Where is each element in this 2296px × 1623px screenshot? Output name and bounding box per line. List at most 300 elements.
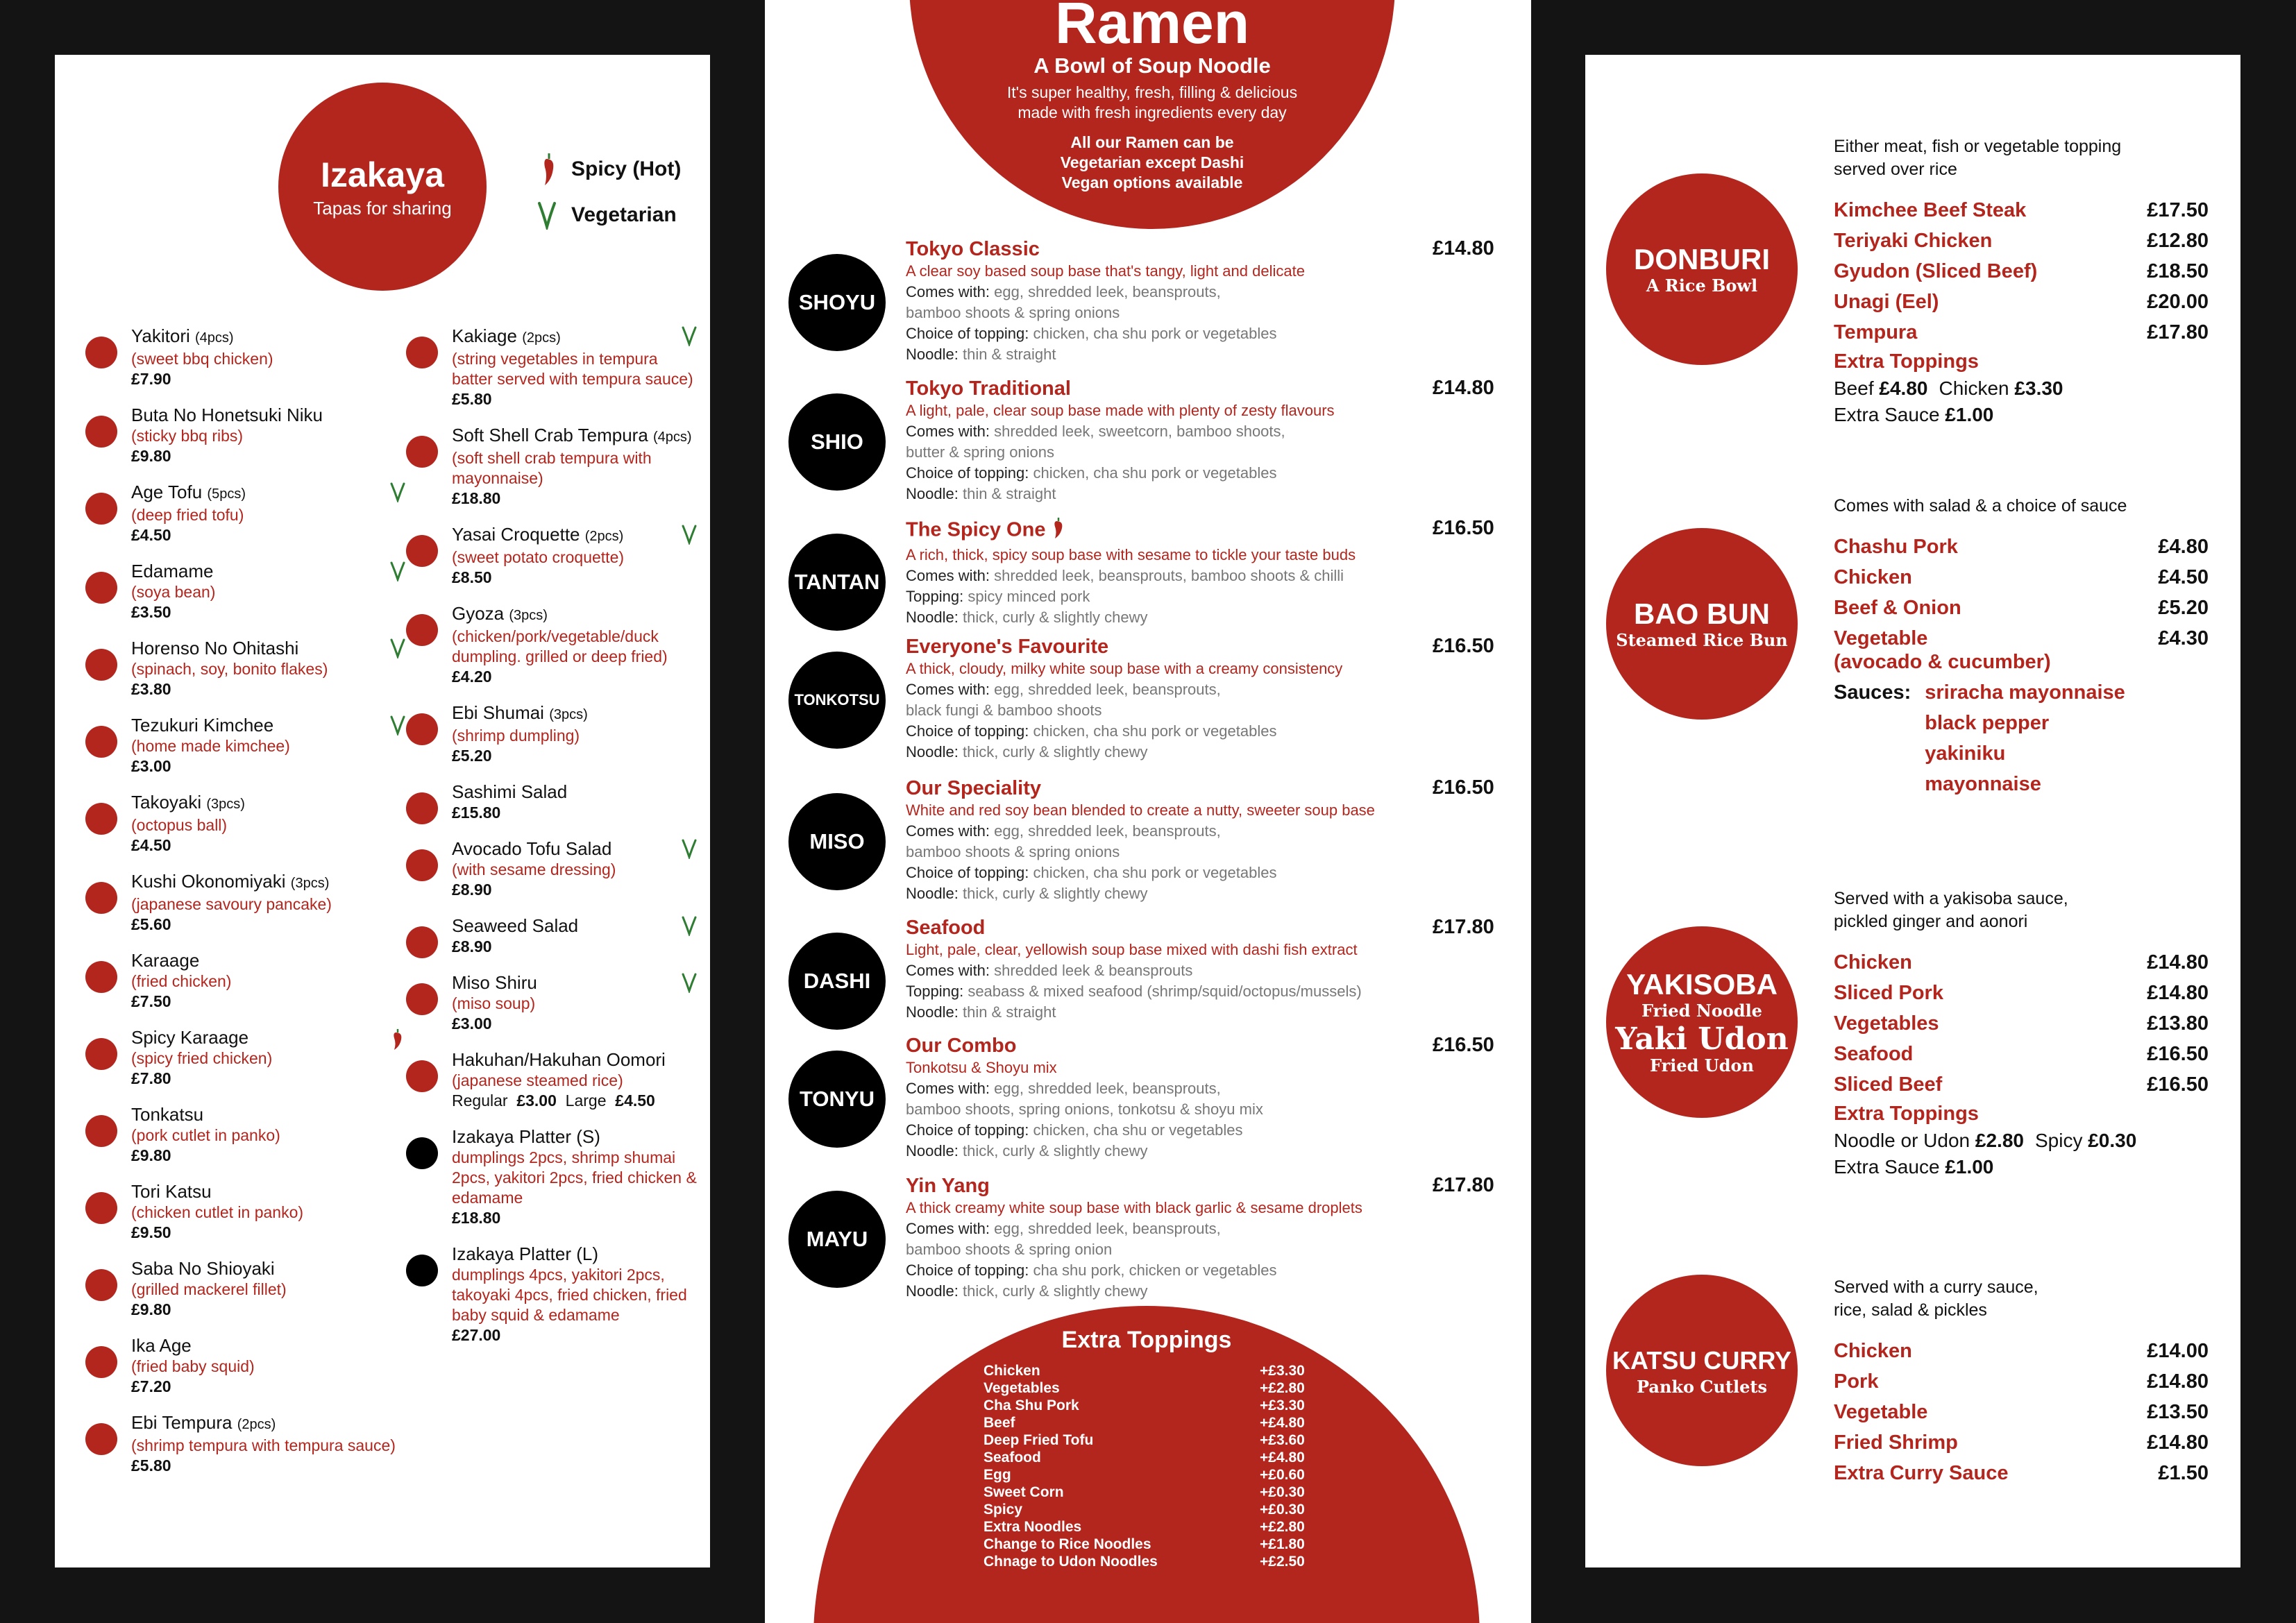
item-bullet <box>406 1060 438 1092</box>
izakaya-subtitle: Tapas for sharing <box>313 197 452 219</box>
katsu-section <box>1834 1276 2209 1488</box>
ramen-item-name: Yin Yang <box>906 1175 990 1197</box>
izakaya-item <box>85 715 405 776</box>
ramen-item-body <box>906 237 1433 365</box>
izakaya-item <box>85 792 405 856</box>
item-name: Sashimi Salad <box>452 781 568 802</box>
item-description: dumplings 4pcs, yakitori 2pcs, takoyaki 4pcs, fried chicken, fried baby squid & edamame <box>452 1266 687 1324</box>
item-description: (soya bean) <box>131 583 216 601</box>
item-description: (deep fried tofu) <box>131 506 244 524</box>
item-description: (fried baby squid) <box>131 1357 255 1375</box>
baobun-menu-row: Vegetable £4.30 <box>1834 627 2209 649</box>
item-name: Izakaya Platter (S) <box>452 1126 600 1147</box>
item-bullet <box>406 983 438 1015</box>
item-price: £7.50 <box>131 992 171 1010</box>
item-description: (string vegetables in tempura batter served with tempura sauce) <box>452 350 693 388</box>
ramen-desc-1: It's super healthy, fresh, filling & delicious <box>1006 83 1298 101</box>
extra-topping-row: Chnage to Udon Noodles +£2.50 <box>984 1554 1305 1570</box>
izakaya-item <box>85 1258 405 1320</box>
sauce-option: yakiniku <box>1925 742 2006 765</box>
katsu-intro: Served with a curry sauce, rice, salad & pickles <box>1834 1277 2038 1320</box>
item-bullet <box>85 572 117 604</box>
ramen-item-name: The Spicy One <box>906 517 1433 545</box>
ramen-item-body <box>906 916 1433 1023</box>
donburi-list <box>1834 195 2209 348</box>
izakaya-item <box>85 871 405 935</box>
ramen-item-detail: Comes with: egg, shredded leek, beansprouts, <box>906 1080 1221 1097</box>
item-name: Saba No Shioyaki <box>131 1258 275 1279</box>
item-price: £3.50 <box>131 603 171 621</box>
item-description: dumplings 2pcs, shrimp shumai 2pcs, yakitori 2pcs, fried chicken & edamame <box>452 1148 697 1207</box>
yakisoba-section <box>1834 887 2209 1180</box>
item-price: £5.60 <box>131 915 171 933</box>
item-description: (japanese savoury pancake) <box>131 895 332 913</box>
izakaya-item <box>406 1243 698 1345</box>
donburi-menu-row: Unagi (Eel) £20.00 <box>1834 291 2209 313</box>
item-price: £5.80 <box>131 1456 171 1475</box>
ramen-item-detail: Topping: seabass & mixed seafood (shrimp/squid/octopus/mussels) <box>906 983 1362 1000</box>
donburi-menu-row: Teriyaki Chicken £12.80 <box>1834 230 2209 252</box>
vegetarian-icon <box>389 715 406 736</box>
item-bullet <box>406 337 438 368</box>
baobun-menu-row: Chicken £4.50 <box>1834 566 2209 588</box>
vegetarian-icon <box>389 561 406 581</box>
katsu-menu-row: Vegetable £13.50 <box>1834 1401 2209 1423</box>
vegetarian-icon <box>681 524 698 545</box>
ramen-badge: SHIO <box>788 393 886 491</box>
item-description: (pork cutlet in panko) <box>131 1126 280 1144</box>
item-description: (shrimp tempura with tempura sauce) <box>131 1436 396 1454</box>
katsu-circle <box>1606 1275 1798 1466</box>
item-description: (fried chicken) <box>131 972 232 990</box>
donburi-extra-line-2: Extra Sauce £1.00 <box>1834 404 1994 425</box>
item-name: Tezukuri Kimchee <box>131 715 274 736</box>
item-name: Tonkatsu <box>131 1104 204 1125</box>
legend-vegetarian: Vegetarian <box>537 201 677 230</box>
ramen-veg-3: Vegan options available <box>1061 173 1243 192</box>
item-name: Age Tofu (5pcs) <box>131 482 246 502</box>
item-description: (soft shell crab tempura with mayonnaise) <box>452 449 652 487</box>
baobun-menu-row: Beef & Onion £5.20 <box>1834 597 2209 619</box>
item-name: Yakitori (4pcs) <box>131 325 234 346</box>
donburi-menu-row: Gyudon (Sliced Beef) £18.50 <box>1834 260 2209 282</box>
mains-panel <box>1585 55 2240 1567</box>
izakaya-item <box>406 781 698 823</box>
katsu-list <box>1834 1336 2209 1488</box>
ramen-item-description: A clear soy based soup base that's tangy, light and delicate <box>906 262 1305 280</box>
extra-topping-row: Deep Fried Tofu +£3.60 <box>984 1432 1305 1448</box>
izakaya-item <box>406 425 698 509</box>
item-price: £9.50 <box>131 1223 171 1241</box>
ramen-item-detail: Comes with: egg, shredded leek, beansprouts, <box>906 822 1221 840</box>
baobun-menu-row: Chashu Pork £4.80 <box>1834 536 2209 558</box>
rice-sizes: Regular £3.00 Large £4.50 <box>452 1091 655 1110</box>
item-bullet <box>85 961 117 993</box>
ramen-item-detail: Choice of topping: chicken, cha shu pork or vegetables <box>906 325 1277 342</box>
izakaya-title: Izakaya <box>321 155 444 194</box>
ramen-item-detail: Choice of topping: chicken, cha shu or vegetables <box>906 1121 1243 1139</box>
ramen-badge: TONYU <box>788 1051 886 1148</box>
leaf-icon <box>537 201 557 230</box>
item-description: (chicken cutlet in panko) <box>131 1203 304 1221</box>
ramen-item-name: Tokyo Traditional <box>906 377 1071 400</box>
item-bullet <box>406 792 438 824</box>
yakisoba-menu-row: Vegetables £13.80 <box>1834 1012 2209 1035</box>
item-bullet <box>406 1137 438 1169</box>
item-bullet <box>406 713 438 745</box>
baobun-sauces: Sauces: sriracha mayonnaise black pepper yakiniku mayonnaise <box>1834 677 2209 799</box>
item-price: £4.50 <box>131 836 171 854</box>
item-price: £5.80 <box>452 390 492 408</box>
item-description: (chicken/pork/vegetable/duck dumpling. grilled or deep fried) <box>452 627 668 665</box>
ramen-item-detail: Noodle: thin & straight <box>906 485 1056 502</box>
item-name: Avocado Tofu Salad <box>452 838 612 859</box>
ramen-badge: SHOYU <box>788 254 886 351</box>
ramen-item-name: Our Combo <box>906 1035 1017 1057</box>
izakaya-item <box>85 1027 405 1089</box>
extra-topping-row: Seafood +£4.80 <box>984 1450 1305 1465</box>
ramen-item-body <box>906 776 1433 904</box>
ramen-veg-2: Vegetarian except Dashi <box>1060 153 1244 171</box>
item-name: Yasai Croquette (2pcs) <box>452 524 624 545</box>
ramen-item-detail: bamboo shoots & spring onion <box>906 1241 1113 1258</box>
ramen-panel <box>765 0 1531 1623</box>
yakisoba-menu-row: Seafood £16.50 <box>1834 1043 2209 1065</box>
yakisoba-circle <box>1606 926 1798 1118</box>
baobun-veg-note: (avocado & cucumber) <box>1834 651 2051 673</box>
item-name: Takoyaki (3pcs) <box>131 792 245 813</box>
baobun-title: BAO BUN <box>1634 597 1770 630</box>
donburi-intro: Either meat, fish or vegetable topping served over rice <box>1834 137 2122 179</box>
ramen-item-detail: Noodle: thick, curly & slightly chewy <box>906 1282 1148 1300</box>
item-description: (octopus ball) <box>131 816 228 834</box>
ramen-item-description: White and red soy bean blended to create a nutty, sweeter soup base <box>906 801 1375 819</box>
extra-topping-row: Extra Noodles +£2.80 <box>984 1519 1305 1535</box>
item-description: (spinach, soy, bonito flakes) <box>131 660 328 678</box>
item-bullet <box>85 416 117 448</box>
item-name: Kushi Okonomiyaki (3pcs) <box>131 871 330 892</box>
chili-icon <box>1052 517 1065 545</box>
yakisoba-intro: Served with a yakisoba sauce, pickled ginger and aonori <box>1834 889 2068 931</box>
donburi-circle <box>1606 173 1798 365</box>
item-description: (grilled mackerel fillet) <box>131 1280 287 1298</box>
ramen-item-detail: Comes with: egg, shredded leek, beansprouts, <box>906 283 1221 300</box>
item-bullet <box>85 1192 117 1224</box>
item-bullet <box>85 882 117 914</box>
ramen-badge: DASHI <box>788 933 886 1030</box>
ramen-subtitle: A Bowl of Soup Noodle <box>1033 53 1271 78</box>
izakaya-item <box>85 1181 405 1243</box>
ramen-item-detail: Comes with: shredded leek, beansprouts, bamboo shoots & chilli <box>906 567 1344 584</box>
extra-topping-row: Beef +£4.80 <box>984 1415 1305 1431</box>
item-bullet <box>85 1038 117 1070</box>
item-name: Ebi Shumai (3pcs) <box>452 702 588 723</box>
izakaya-item <box>85 325 405 389</box>
item-bullet <box>406 849 438 881</box>
ramen-item-detail: Comes with: egg, shredded leek, beansprouts, <box>906 1220 1221 1237</box>
item-description: (with sesame dressing) <box>452 860 616 878</box>
katsu-subtitle: Panko Cutlets <box>1636 1376 1767 1397</box>
izakaya-item <box>85 1412 405 1476</box>
item-name: Tori Katsu <box>131 1181 212 1202</box>
item-price: £5.20 <box>452 747 492 765</box>
ramen-item-detail: black fungi & bamboo shoots <box>906 702 1102 719</box>
item-description: (sweet potato croquette) <box>452 548 625 566</box>
yakisoba-menu-row: Sliced Pork £14.80 <box>1834 982 2209 1004</box>
ramen-extra-title: Extra Toppings <box>1061 1327 1232 1353</box>
ramen-item-body <box>906 377 1433 504</box>
ramen-header-circle <box>909 0 1395 229</box>
donburi-section <box>1834 135 2209 428</box>
yakisoba-title: YAKISOBA <box>1626 968 1778 1001</box>
yakisoba-menu-row: Chicken £14.80 <box>1834 951 2209 974</box>
yakisoba-extra-line-2: Extra Sauce £1.00 <box>1834 1156 1994 1178</box>
item-price: £9.80 <box>131 1146 171 1164</box>
item-name: Ika Age <box>131 1335 192 1356</box>
item-description: (home made kimchee) <box>131 737 290 755</box>
extra-topping-row: Egg +£0.60 <box>984 1467 1305 1483</box>
ramen-title: Ramen <box>1054 0 1250 56</box>
ramen-item-price: £16.50 <box>1433 776 1494 799</box>
izakaya-item <box>85 482 405 545</box>
donburi-title: DONBURI <box>1634 242 1770 275</box>
legend-spicy: Spicy (Hot) <box>541 152 681 187</box>
ramen-item-price: £16.50 <box>1433 1034 1494 1056</box>
ramen-item-name: Our Speciality <box>906 777 1042 799</box>
item-price: £27.00 <box>452 1326 501 1344</box>
izakaya-item <box>85 405 405 466</box>
item-description: (spicy fried chicken) <box>131 1049 273 1067</box>
izakaya-item <box>406 325 698 409</box>
item-bullet <box>406 436 438 468</box>
extra-topping-row: Change to Rice Noodles +£1.80 <box>984 1536 1305 1552</box>
donburi-extra-title: Extra Toppings <box>1834 350 1979 373</box>
vegetarian-icon <box>389 482 406 502</box>
item-name: Horenso No Ohitashi <box>131 638 299 658</box>
katsu-menu-row: Chicken £14.00 <box>1834 1340 2209 1362</box>
item-price: £4.20 <box>452 668 492 686</box>
item-name: Izakaya Platter (L) <box>452 1243 598 1264</box>
item-price: £18.80 <box>452 1209 501 1227</box>
vegetarian-icon <box>389 638 406 658</box>
item-description: (shrimp dumpling) <box>452 726 580 745</box>
ramen-item-detail: Choice of topping: chicken, cha shu pork or vegetables <box>906 864 1277 881</box>
item-bullet <box>85 337 117 368</box>
item-price: £7.80 <box>131 1069 171 1087</box>
ramen-item-detail: Noodle: thick, curly & slightly chewy <box>906 743 1148 760</box>
donburi-subtitle: A Rice Bowl <box>1646 275 1758 296</box>
item-bullet <box>85 1269 117 1301</box>
item-name: Buta No Honetsuki Niku <box>131 405 323 425</box>
item-price: £15.80 <box>452 804 501 822</box>
item-price: £7.90 <box>131 370 171 388</box>
item-bullet <box>85 726 117 758</box>
item-name: Ebi Tempura (2pcs) <box>131 1412 276 1433</box>
ramen-item-price: £14.80 <box>1433 377 1494 399</box>
ramen-veg-1: All our Ramen can be <box>1070 133 1234 151</box>
izakaya-item <box>406 1049 698 1111</box>
ramen-badge: MAYU <box>788 1191 886 1288</box>
item-bullet <box>85 493 117 525</box>
item-price: £4.50 <box>131 526 171 544</box>
ramen-item-detail: bamboo shoots, spring onions, tonkotsu & shoyu mix <box>906 1101 1263 1118</box>
item-bullet <box>85 1423 117 1455</box>
item-name: Gyoza (3pcs) <box>452 603 548 624</box>
vegetarian-icon <box>681 325 698 346</box>
ramen-item-body <box>906 1174 1433 1302</box>
yakisoba-menu-row: Sliced Beef £16.50 <box>1834 1073 2209 1096</box>
item-price: £3.00 <box>452 1014 492 1033</box>
item-price: £7.20 <box>131 1377 171 1395</box>
item-bullet <box>85 649 117 681</box>
item-description: (miso soup) <box>452 994 536 1012</box>
extra-topping-row: Chicken +£3.30 <box>984 1363 1305 1379</box>
ramen-item-price: £16.50 <box>1433 517 1494 539</box>
baobun-circle <box>1606 528 1798 720</box>
vegetarian-icon <box>681 838 698 859</box>
item-name: Seaweed Salad <box>452 915 579 936</box>
item-name: Spicy Karaage <box>131 1027 249 1048</box>
izakaya-item <box>406 838 698 900</box>
baobun-subtitle: Steamed Rice Bun <box>1616 629 1788 650</box>
item-bullet <box>406 1255 438 1286</box>
sauce-option: black pepper <box>1925 712 2050 734</box>
baobun-intro: Comes with salad & a choice of sauce <box>1834 496 2127 516</box>
izakaya-left-column <box>85 325 405 1491</box>
extra-topping-row: Sweet Corn +£0.30 <box>984 1484 1305 1500</box>
ramen-item-name: Seafood <box>906 917 986 939</box>
ramen-item-detail: Noodle: thick, curly & slightly chewy <box>906 885 1148 902</box>
ramen-item-description: A rich, thick, spicy soup base with sesame to tickle your taste buds <box>906 546 1356 563</box>
ramen-item-price: £16.50 <box>1433 635 1494 657</box>
item-bullet <box>406 926 438 958</box>
yakiudon-subtitle: Fried Udon <box>1650 1055 1754 1076</box>
yakisoba-list <box>1834 947 2209 1100</box>
yakisoba-extra-title: Extra Toppings <box>1834 1103 1979 1125</box>
chili-icon <box>541 152 557 187</box>
izakaya-right-column <box>406 325 698 1361</box>
ramen-item-description: Light, pale, clear, yellowish soup base mixed with dashi fish extract <box>906 941 1358 958</box>
ramen-item-detail: Choice of topping: chicken, cha shu pork or vegetables <box>906 464 1277 482</box>
item-bullet <box>85 1346 117 1378</box>
item-price: £9.80 <box>131 447 171 465</box>
item-price: £18.80 <box>452 489 501 507</box>
ramen-item-detail: Comes with: shredded leek & beansprouts <box>906 962 1193 979</box>
ramen-item-price: £17.80 <box>1433 916 1494 938</box>
item-name: Soft Shell Crab Tempura (4pcs) <box>452 425 692 445</box>
izakaya-item <box>85 950 405 1012</box>
item-price: £3.00 <box>131 757 171 775</box>
izakaya-item <box>406 1126 698 1228</box>
ramen-item-detail: bamboo shoots & spring onions <box>906 304 1120 321</box>
ramen-item-description: A thick creamy white soup base with black garlic & sesame droplets <box>906 1199 1362 1216</box>
ramen-item-detail: Comes with: egg, shredded leek, beansprouts, <box>906 681 1221 698</box>
ramen-item-detail: Noodle: thin & straight <box>906 1003 1056 1021</box>
yakisoba-subtitle: Fried Noodle <box>1641 1001 1762 1021</box>
ramen-item-body <box>906 1034 1433 1162</box>
item-price: £8.90 <box>452 937 492 955</box>
item-name: Hakuhan/Hakuhan Oomori <box>452 1049 666 1070</box>
ramen-item-body <box>906 517 1433 628</box>
izakaya-item <box>85 561 405 622</box>
izakaya-item <box>85 1335 405 1397</box>
yakiudon-title: Yaki Udon <box>1615 1021 1789 1057</box>
item-name: Karaage <box>131 950 200 971</box>
ramen-item-detail: Choice of topping: cha shu pork, chicken or vegetables <box>906 1261 1277 1279</box>
item-description: (sweet bbq chicken) <box>131 350 273 368</box>
ramen-item-name: Tokyo Classic <box>906 238 1040 260</box>
item-bullet <box>406 614 438 646</box>
ramen-badge: MISO <box>788 793 886 890</box>
item-bullet <box>85 1115 117 1147</box>
ramen-extra-list <box>984 1362 1310 1570</box>
item-name: Miso Shiru <box>452 972 537 993</box>
baobun-section <box>1834 495 2209 799</box>
ramen-item-name: Everyone's Favourite <box>906 636 1109 658</box>
izakaya-item <box>85 1104 405 1166</box>
ramen-desc-2: made with fresh ingredients every day <box>1018 103 1287 121</box>
ramen-item-detail: Noodle: thick, curly & slightly chewy <box>906 609 1148 626</box>
ramen-item-detail: butter & spring onions <box>906 443 1055 461</box>
izakaya-item <box>406 524 698 588</box>
yakisoba-extra-line-1: Noodle or Udon £2.80 Spicy £0.30 <box>1834 1130 2137 1151</box>
izakaya-item <box>406 702 698 766</box>
ramen-item-detail: Noodle: thin & straight <box>906 346 1056 363</box>
ramen-item-detail: Choice of topping: chicken, cha shu pork or vegetables <box>906 722 1277 740</box>
item-price: £9.80 <box>131 1300 171 1318</box>
katsu-title: KATSU CURRY <box>1612 1345 1791 1375</box>
vegetarian-icon <box>681 915 698 936</box>
item-description: (japanese steamed rice) <box>452 1071 623 1089</box>
ramen-item-body <box>906 635 1433 763</box>
extra-topping-row: Vegetables +£2.80 <box>984 1380 1305 1396</box>
vegetarian-icon <box>681 972 698 993</box>
chili-icon <box>391 1028 405 1051</box>
ramen-item-detail: Noodle: thick, curly & slightly chewy <box>906 1142 1148 1159</box>
katsu-menu-row: Extra Curry Sauce £1.50 <box>1834 1462 2209 1484</box>
donburi-menu-row: Tempura £17.80 <box>1834 321 2209 343</box>
baobun-list <box>1834 532 2209 654</box>
izakaya-item <box>406 972 698 1034</box>
izakaya-item <box>85 638 405 699</box>
ramen-item-description: Tonkotsu & Shoyu mix <box>906 1059 1057 1076</box>
ramen-item-price: £17.80 <box>1433 1174 1494 1196</box>
izakaya-panel <box>55 55 710 1567</box>
extra-topping-row: Spicy +£0.30 <box>984 1502 1305 1518</box>
ramen-badge: TONKOTSU <box>788 652 886 749</box>
donburi-extra-line-1: Beef £4.80 Chicken £3.30 <box>1834 377 2063 399</box>
ramen-badge: TANTAN <box>788 534 886 631</box>
katsu-menu-row: Pork £14.80 <box>1834 1370 2209 1393</box>
ramen-item-price: £14.80 <box>1433 237 1494 260</box>
item-bullet <box>85 803 117 835</box>
item-price: £8.50 <box>452 568 492 586</box>
ramen-item-detail: Topping: spicy minced pork <box>906 588 1090 605</box>
sauce-option: sriracha mayonnaise <box>1925 681 2125 704</box>
item-name: Edamame <box>131 561 214 581</box>
ramen-item-description: A light, pale, clear soup base made with plenty of zesty flavours <box>906 402 1335 419</box>
izakaya-item <box>406 603 698 687</box>
item-price: £8.90 <box>452 881 492 899</box>
item-name: Kakiage (2pcs) <box>452 325 561 346</box>
donburi-menu-row: Kimchee Beef Steak £17.50 <box>1834 199 2209 221</box>
ramen-item-detail: Comes with: shredded leek, sweetcorn, bamboo shoots, <box>906 423 1285 440</box>
katsu-menu-row: Fried Shrimp £14.80 <box>1834 1431 2209 1454</box>
item-description: (sticky bbq ribs) <box>131 427 244 445</box>
izakaya-header-circle <box>278 83 487 291</box>
extra-topping-row: Cha Shu Pork +£3.30 <box>984 1397 1305 1413</box>
sauce-option: mayonnaise <box>1925 773 2041 795</box>
